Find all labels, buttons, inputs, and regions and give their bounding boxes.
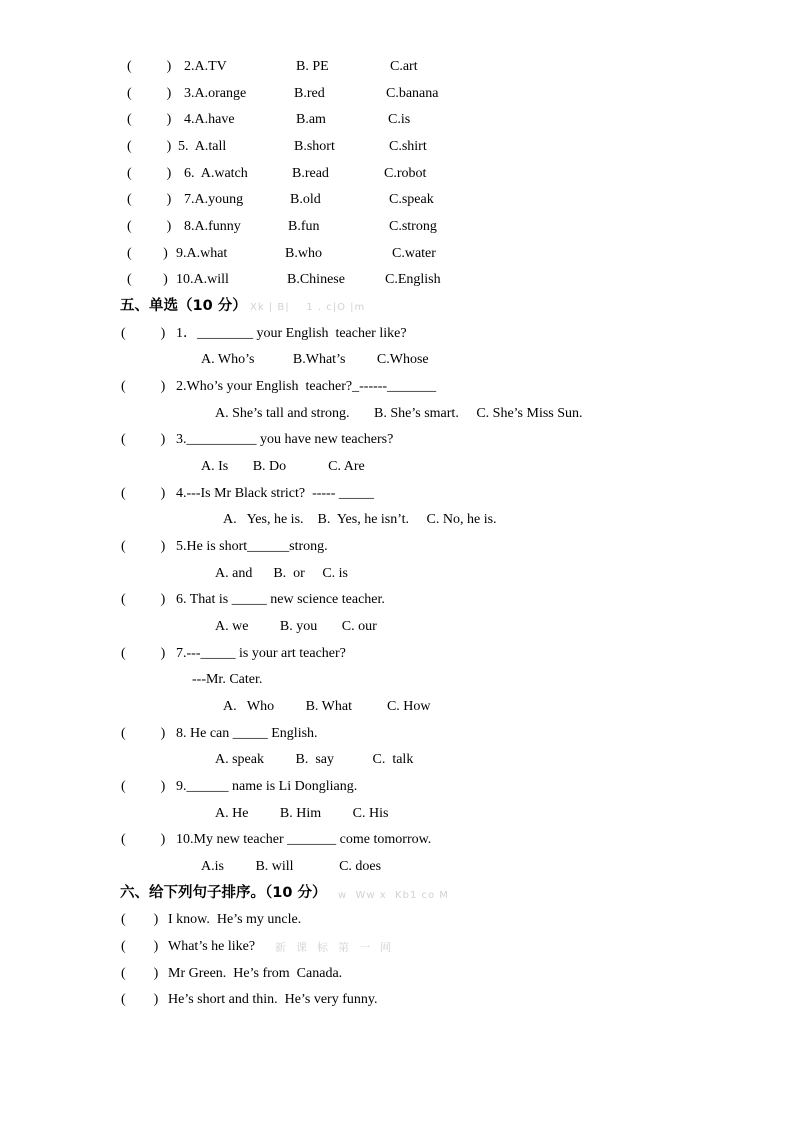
- question-text: 3.A.orange: [184, 86, 247, 101]
- paren: ( ): [121, 726, 166, 741]
- question-text: 10.A.will: [176, 272, 229, 287]
- paren: ( ): [127, 246, 168, 261]
- question-text: 5.He is short______strong.: [176, 539, 328, 554]
- paren: ( ): [121, 326, 166, 341]
- question-text: 8. He can _____ English.: [176, 726, 318, 741]
- question-text: 1．________ your English teacher like?: [176, 326, 407, 341]
- paren: ( ): [121, 486, 166, 501]
- options: A. speak B. say C. talk: [215, 752, 414, 767]
- question-subline: ---Mr. Cater.: [192, 672, 263, 687]
- paren: ( ): [121, 992, 159, 1007]
- paren: ( ): [127, 112, 172, 127]
- question-text: 4.---Is Mr Black strict? ----- _____: [176, 486, 374, 501]
- paren: ( ): [127, 219, 172, 234]
- watermark-text: 新 课 标 第 一 网: [275, 941, 392, 954]
- sentence: I know. He’s my uncle.: [168, 912, 302, 927]
- watermark-text: w Ww x Kb1 co M: [338, 890, 449, 901]
- paren: ( ): [121, 966, 159, 981]
- paren: ( ): [121, 832, 166, 847]
- option-b: B.fun: [288, 219, 320, 234]
- options: A. Is B. Do C. Are: [201, 459, 365, 474]
- question-text: 10.My new teacher _______ come tomorrow.: [176, 832, 432, 847]
- question-text: 2.A.TV: [184, 59, 227, 74]
- option-b: B.who: [285, 246, 322, 261]
- paren: ( ): [121, 779, 166, 794]
- question-text: 6. That is _____ new science teacher.: [176, 592, 385, 607]
- option-b: B.read: [292, 166, 329, 181]
- watermark-text: Xk | B| 1 . c|O |m: [250, 302, 366, 313]
- option-b: B.red: [294, 86, 325, 101]
- question-text: 6. A.watch: [184, 166, 248, 181]
- question-text: 5. A.tall: [178, 139, 227, 154]
- paren: ( ): [127, 86, 172, 101]
- options: A. She’s tall and strong. B. She’s smart. C. She’s Miss Sun.: [215, 406, 583, 421]
- question-text: 7.A.young: [184, 192, 244, 207]
- option-c: C.speak: [389, 192, 434, 207]
- question-text: 2.Who’s your English teacher?_------_______: [176, 379, 437, 394]
- option-c: C.art: [390, 59, 418, 74]
- option-c: C.strong: [389, 219, 437, 234]
- paren: ( ): [121, 432, 166, 447]
- options: A.is B. will C. does: [201, 859, 382, 874]
- option-b: B.short: [294, 139, 335, 154]
- paren: ( ): [127, 139, 172, 154]
- paren: ( ): [121, 646, 166, 661]
- option-b: B. PE: [296, 59, 329, 74]
- option-b: B.old: [290, 192, 321, 207]
- paren: ( ): [121, 539, 166, 554]
- section-heading: 六、给下列句子排序。（10 分）: [120, 885, 327, 901]
- paren: ( ): [121, 379, 166, 394]
- option-c: C.banana: [386, 86, 439, 101]
- sentence: What’s he like?: [168, 939, 256, 954]
- option-c: C.water: [392, 246, 436, 261]
- paren: ( ): [121, 912, 159, 927]
- option-b: B.Chinese: [287, 272, 345, 287]
- paren: ( ): [127, 192, 172, 207]
- option-c: C.robot: [384, 166, 427, 181]
- sentence: Mr Green. He’s from Canada.: [168, 966, 343, 981]
- question-text: 3.__________ you have new teachers?: [176, 432, 394, 447]
- paren: ( ): [121, 939, 159, 954]
- paren: ( ): [127, 59, 172, 74]
- options: A. He B. Him C. His: [215, 806, 389, 821]
- paren: ( ): [127, 272, 168, 287]
- options: A. Who’s B.What’s C.Whose: [201, 352, 429, 367]
- option-c: C.is: [388, 112, 411, 127]
- options: A. Who B. What C. How: [223, 699, 431, 714]
- question-text: 8.A.funny: [184, 219, 241, 234]
- sentence: He’s short and thin. He’s very funny.: [168, 992, 378, 1007]
- option-b: B.am: [296, 112, 326, 127]
- options: A. we B. you C. our: [215, 619, 377, 634]
- question-text: 9.A.what: [176, 246, 228, 261]
- question-text: 9.______ name is Li Dongliang.: [176, 779, 358, 794]
- section-heading: 五、单选（10 分）: [120, 298, 247, 314]
- options: A. and B. or C. is: [215, 566, 348, 581]
- option-c: C.English: [385, 272, 441, 287]
- option-c: C.shirt: [389, 139, 427, 154]
- question-text: 7.---_____ is your art teacher?: [176, 646, 346, 661]
- options: A. Yes, he is. B. Yes, he isn’t. C. No, he is.: [223, 512, 497, 527]
- paren: ( ): [121, 592, 166, 607]
- paren: ( ): [127, 166, 172, 181]
- question-text: 4.A.have: [184, 112, 235, 127]
